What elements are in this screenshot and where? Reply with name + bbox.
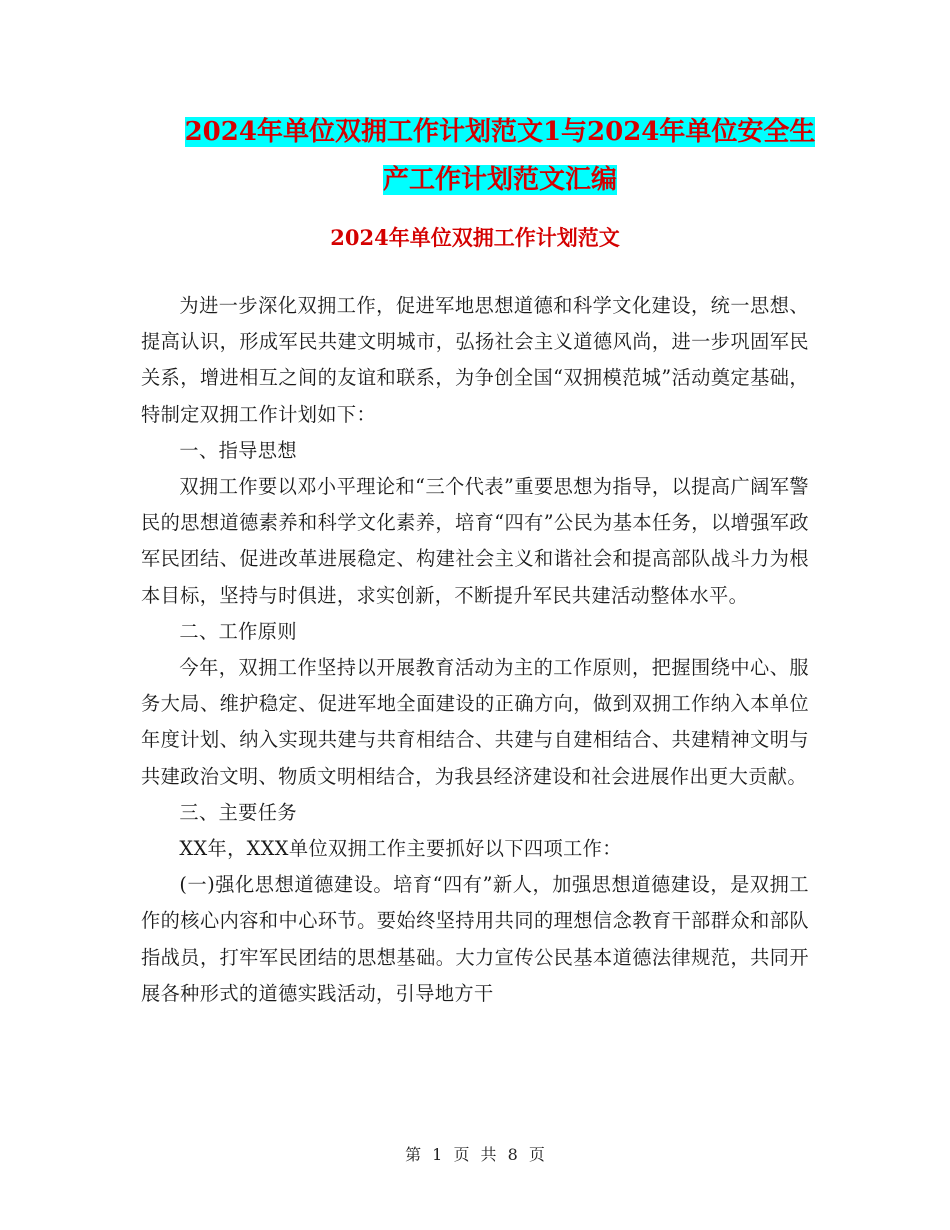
paragraph-guiding-thought: 双拥工作要以邓小平理论和“三个代表”重要思想为指导，以提高广阔军警民的思想道德素养和科学文化素养，培育“四有”公民为基本任务，以增强军政军民团结、促进改革进展稳定、构建社会主义和谐社会和提高部队战斗力为根本目标，坚持与时俱进，求实创新，不断提升军民共建活动整体水平。 [141,475,809,607]
document-body [141,288,809,1012]
document-title-line-1: 2024年单位双拥工作计划范文1与2024年单位安全生 [184,117,816,147]
page-number-footer: 第 1 页 共 8 页 [405,1145,545,1164]
paragraph-work-principles: 今年，双拥工作坚持以开展教育活动为主的工作原则，把握围绕中心、服务大局、维护稳定、促进军地全面建设的正确方向，做到双拥工作纳入本单位年度计划、纳入实现共建与共育相结合、共建与自建相结合、共建精神文明与共建政治文明、物质文明相结合，为我县经济建设和社会进展作出更大贡献。 [141,656,809,788]
heading-main-tasks: 三、主要任务 [179,800,297,824]
paragraph-intro: 为进一步深化双拥工作，促进军地思想道德和科学文化建设，统一思想、提高认识，形成军民共建文明城市，弘扬社会主义道德风尚，进一步巩固军民关系，增进相互之间的友谊和联系，为争创全国“双拥模范城”活动奠定基础，特制定双拥工作计划如下： [141,294,809,426]
document-title-line-2: 产工作计划范文汇编 [382,165,617,195]
paragraph-task-one: (一)强化思想道德建设。培育“四有”新人，加强思想道德建设，是双拥工作的核心内容和中心环节。要始终坚持用共同的理想信念教育干部群众和部队指战员，打牢军民团结的思想基础。大力宣传公民基本道德法律规范，共同开展各种形式的道德实践活动，引导地方干 [141,873,809,1005]
heading-guiding-thought: 一、指导思想 [179,438,297,462]
paragraph-main-tasks-intro: XX年，XXX单位双拥工作主要抓好以下四项工作： [179,837,622,861]
document-title [140,108,860,204]
section-title: 2024年单位双拥工作计划范文 [330,225,620,250]
heading-work-principles: 二、工作原则 [179,619,297,643]
